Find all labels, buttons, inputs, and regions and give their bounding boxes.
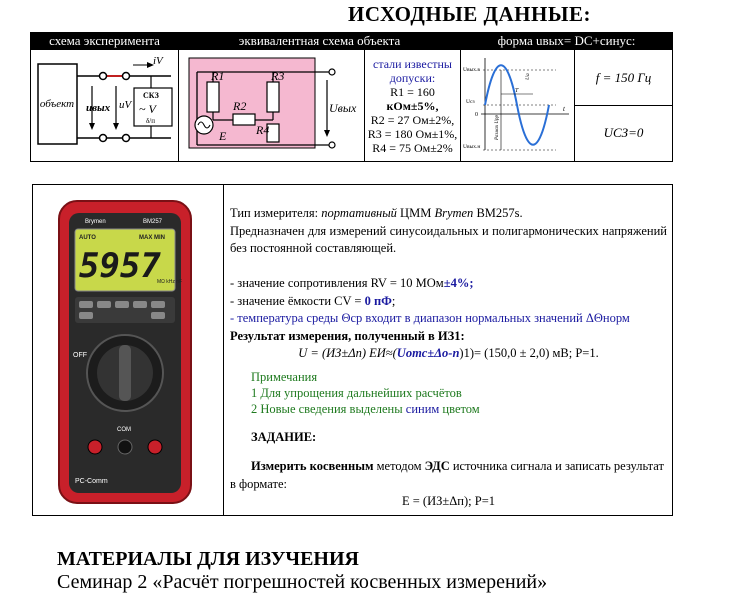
experiment-circuit-diagram — [31, 50, 177, 156]
note-2: 2 Новые сведения выделены синим цветом — [251, 401, 480, 416]
result-heading: Результат измерения, полученный в ИЗ1: — [230, 328, 465, 343]
t-axis-label: t — [563, 105, 565, 113]
result-formula: U = (ИЗ±Δп) ЕИ≈(Uотс±Δо-п)1)= (150,0 ± 2,0) мВ; P=1. — [298, 346, 599, 360]
task-text: Измерить косвенным методом ЭДС источника сигнала и записать результат в формате: — [230, 459, 664, 491]
task-formula: E = (ИЗ±Δп); P=1 — [402, 494, 495, 508]
seminar-link[interactable]: Семинар 2 «Расчёт погрешностей косвенных измерений» — [57, 571, 548, 593]
r4-label: R4 — [256, 123, 270, 137]
params-cell — [575, 50, 673, 162]
u-max-label: Uвых.в — [463, 67, 480, 73]
swing-label: Размах Upp — [495, 115, 500, 140]
capacitance-line: - значение ёмкости CV = 0 пФ; — [230, 293, 396, 308]
waveform-plot — [461, 50, 573, 156]
meter-note: δ/п — [146, 117, 155, 125]
tolerance-r2: R2 = 27 Ом±2%, — [370, 112, 455, 127]
r3-label: R3 — [271, 69, 285, 83]
input-jack-v — [148, 440, 162, 454]
header-experiment-scheme: схема эксперимента — [31, 33, 179, 50]
frequency-value: f = 150 Гц — [575, 52, 672, 106]
com-label: COM — [117, 427, 131, 433]
source-data-table — [30, 32, 673, 162]
task-heading: ЗАДАНИЕ: — [251, 429, 317, 444]
tolerance-r1: R1 = 160 — [390, 84, 435, 99]
zero-label: 0 — [475, 112, 478, 118]
tolerance-head: стали известны допуски: — [373, 56, 452, 85]
i-v-label: iV — [153, 55, 163, 67]
header-waveform: форма uвых= DC+синус: — [461, 33, 673, 50]
tolerances-block — [365, 57, 460, 155]
equivalent-circuit-diagram — [179, 50, 363, 156]
note-1: 1 Для упрощения дальнейших расчётов — [251, 385, 462, 400]
model-label: BM257 — [143, 219, 163, 225]
meter-description-box — [32, 184, 673, 516]
ucz-value: UСЗ=0 — [603, 124, 644, 140]
meter-description-text — [230, 205, 667, 511]
u-out-equiv-label: Uвых — [329, 101, 357, 115]
header-equivalent-scheme: эквивалентная схема объекта — [179, 33, 461, 50]
lcd-units: MΩ kHz nF — [157, 279, 183, 285]
off-label: OFF — [73, 352, 87, 359]
meter-rms-label: СКЗ — [143, 91, 159, 100]
notes-heading: Примечания — [251, 369, 318, 384]
brand-label: Brymen — [85, 219, 106, 225]
page-title: ИСХОДНЫЕ ДАННЫЕ: — [348, 2, 591, 26]
object-label: объект — [39, 98, 75, 110]
u-out-label: uвых — [86, 102, 111, 114]
meter-type-line: Тип измерителя: портативный ЦММ Brymen BM257s. — [230, 206, 523, 220]
input-jack-a — [88, 440, 102, 454]
tolerances-cell — [365, 50, 461, 162]
resistance-line: - значение сопротивления RV = 10 МОм±4%; — [230, 276, 474, 290]
experiment-scheme-cell — [31, 50, 179, 162]
notes-block — [251, 369, 667, 417]
amplitude-label: Ua — [525, 73, 531, 80]
tolerance-r4: R4 = 75 Ом±2% — [372, 140, 453, 155]
temperature-line: - температура среды Θср входит в диапазон нормальных значений ΔΘнорм — [230, 311, 630, 325]
u-c-label: Uсз — [466, 99, 475, 105]
u-v-label: uV — [119, 99, 132, 111]
materials-heading: МАТЕРИАЛЫ ДЛЯ ИЗУЧЕНИЯ — [57, 548, 359, 570]
tolerance-r3: R3 = 180 Ом±1%, — [367, 126, 458, 141]
r1-label: R1 — [211, 69, 225, 83]
equivalent-scheme-cell — [179, 50, 365, 162]
lcd-reading: 5957 — [79, 246, 161, 286]
pc-comm-label: PC-Comm — [75, 478, 108, 485]
meter-purpose-line: Предназначен для измерений синусоидальных и полигармонических напряжений без постоянной составляющей. — [230, 223, 667, 255]
maxmin-indicator: MAX MIN — [139, 235, 165, 241]
e-label: E — [219, 129, 227, 143]
input-jack-com — [118, 440, 132, 454]
waveform-cell — [461, 50, 575, 162]
r2-label: R2 — [233, 99, 247, 113]
tolerance-r1-unit: кОм±5%, — [386, 98, 439, 113]
period-label: T — [515, 88, 519, 94]
u-min-label: Uвых.н — [463, 144, 481, 150]
multimeter-photo — [33, 185, 223, 515]
meter-symbol: ~ V — [139, 102, 156, 116]
auto-indicator: AUTO — [79, 235, 96, 241]
